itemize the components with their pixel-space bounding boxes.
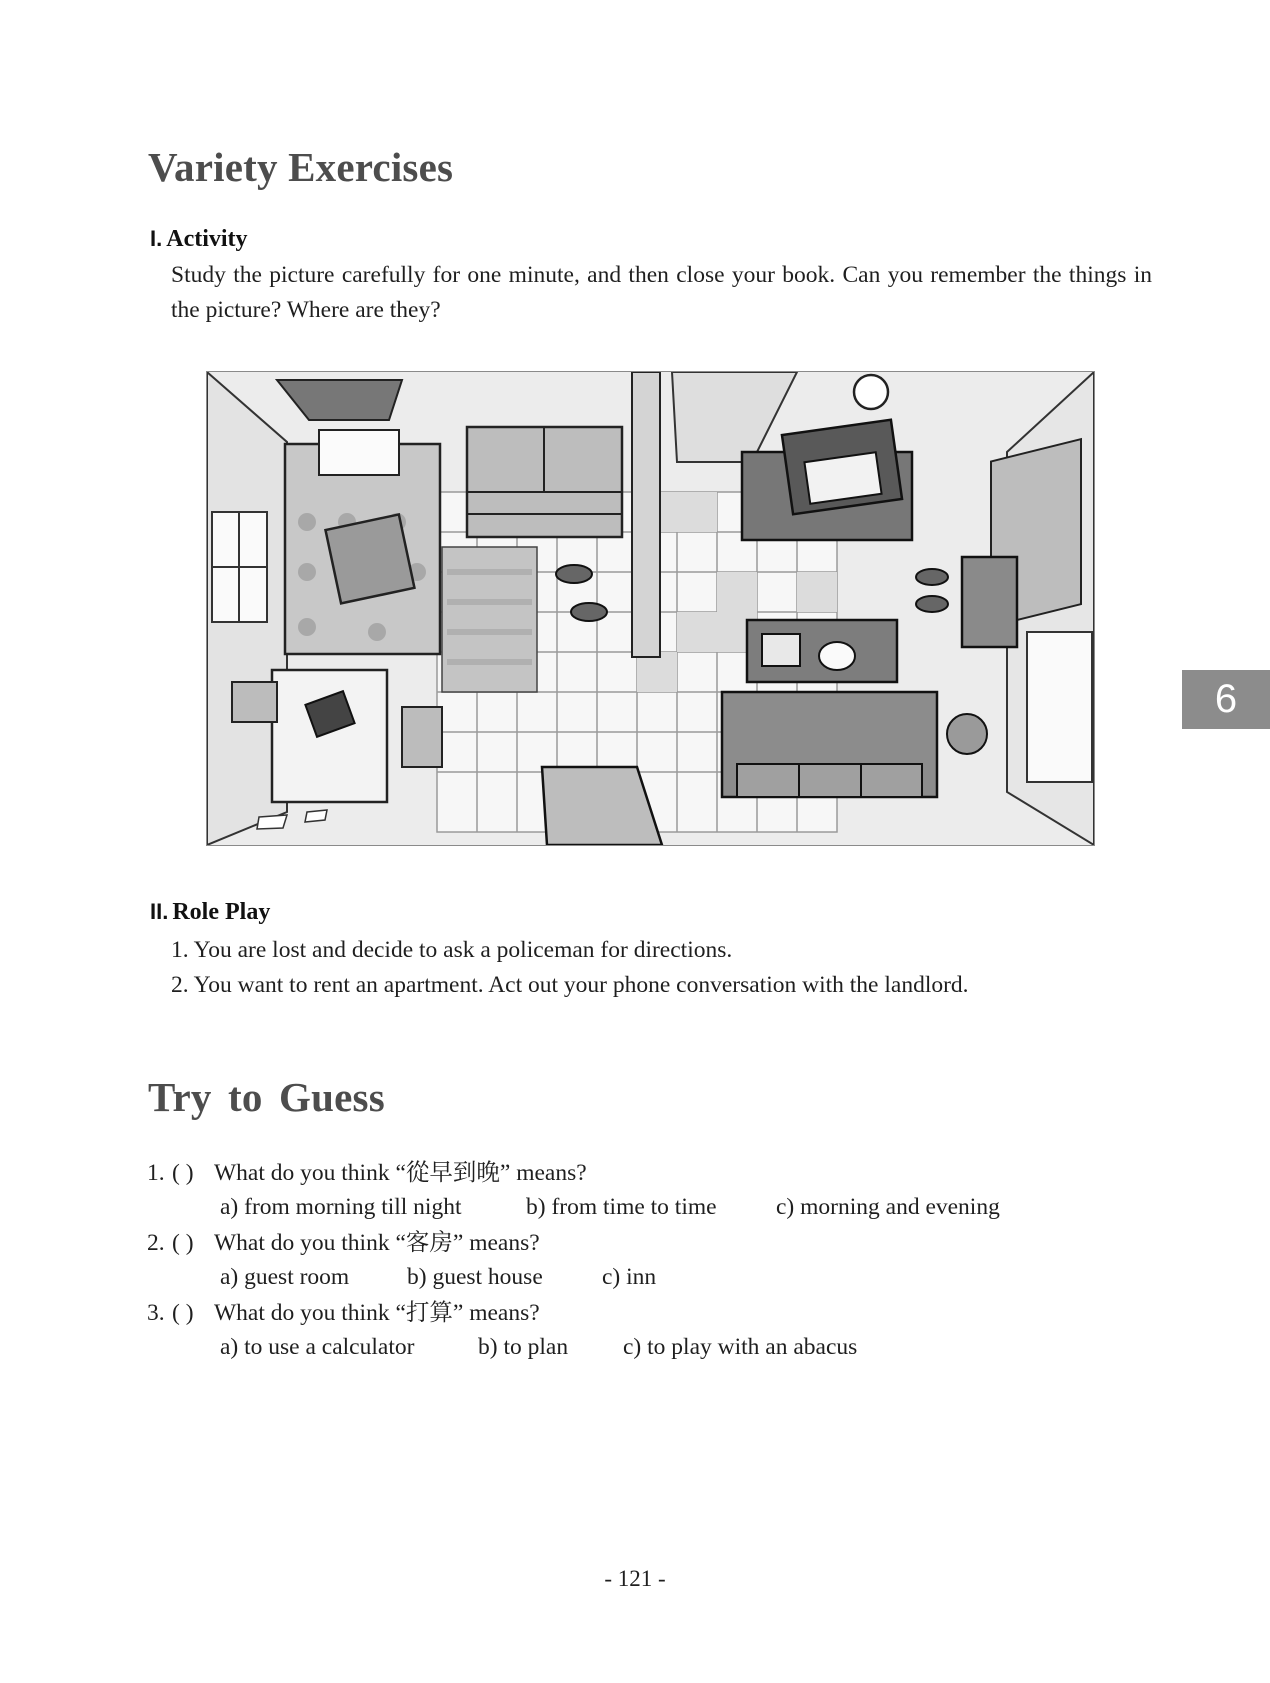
question-1 [147,1155,1000,1190]
question-3 [147,1295,1000,1330]
activity-heading [150,226,248,253]
question-2-options [147,1260,1000,1295]
activity-instructions: Study the picture carefully for one minute, and then close your book. Can you remember the things in the picture? Where are they? [171,262,1152,323]
question-term: 打算 [405,1298,453,1326]
option-b: b) to plan [478,1334,569,1360]
answer-blank[interactable]: ( ) [172,1230,194,1256]
question-number: 1. [147,1160,165,1186]
role-play-heading-label: Role Play [172,899,271,925]
question-number: 3. [147,1300,165,1326]
question-text-pre: What do you think “ [214,1230,406,1256]
option-b: b) guest house [407,1264,543,1290]
option-c: c) to play with an abacus [623,1334,858,1360]
role-play-numeral: II. [150,899,169,924]
page-number: - 121 - [604,1566,666,1591]
chapter-tab: 6 [1182,670,1270,729]
question-text-post: ” means? [499,1160,587,1186]
role-play-item: 1. You are lost and decide to ask a policeman for directions. [171,937,733,963]
question-term: 從早到晚 [405,1158,500,1186]
option-a: a) guest room [220,1264,350,1290]
question-text-pre: What do you think “ [214,1300,406,1326]
try-to-guess-title: Try to Guess [148,1074,385,1120]
room-illustration [206,371,1095,846]
option-c: c) morning and evening [776,1194,1000,1220]
role-play-item: 2. You want to rent an apartment. Act out your phone conversation with the landlord. [171,972,969,998]
question-text-post: ” means? [452,1300,540,1326]
question-term: 客房 [405,1228,453,1256]
question-text-post: ” means? [452,1230,540,1256]
question-text-pre: What do you think “ [214,1160,406,1186]
question-3-options [147,1330,1000,1365]
role-play-heading [150,899,270,926]
option-b: b) from time to time [526,1194,717,1220]
option-a: a) from morning till night [220,1194,462,1220]
question-2 [147,1225,1000,1260]
variety-exercises-title: Variety Exercises [148,144,454,190]
question-number: 2. [147,1230,165,1256]
role-play-list [171,933,969,1003]
activity-heading-label: Activity [166,226,248,252]
option-a: a) to use a calculator [220,1334,415,1360]
answer-blank[interactable]: ( ) [172,1300,194,1326]
question-1-options [147,1190,1000,1225]
answer-blank[interactable]: ( ) [172,1160,194,1186]
activity-numeral: I. [150,226,163,251]
guess-questions [147,1155,1000,1365]
option-c: c) inn [602,1264,657,1290]
